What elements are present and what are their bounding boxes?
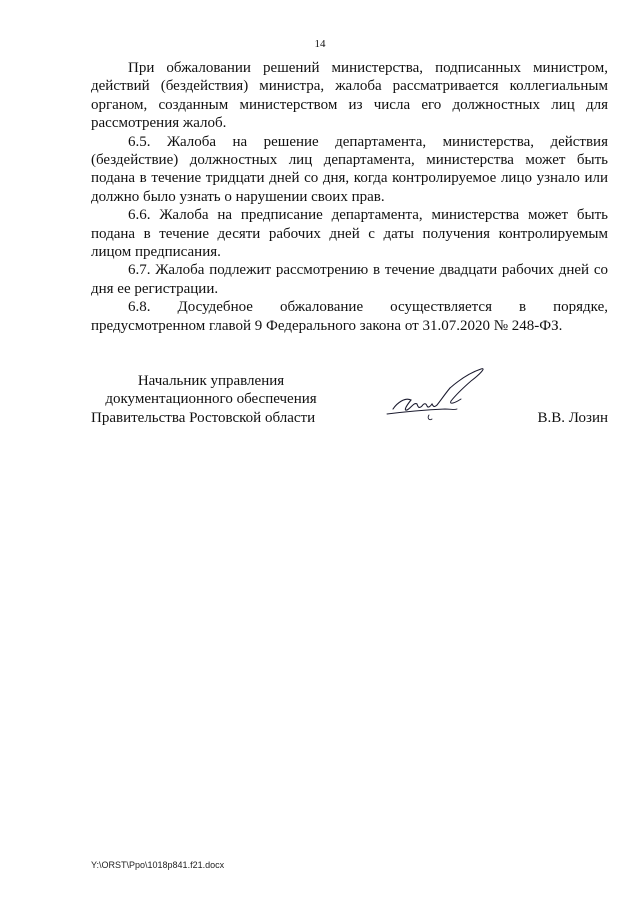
paragraph-appeal-minister: При обжаловании решений министерства, подписанных министром, действий (бездействия) министра, жалоба рассматривается коллегиальным органом, созданным министерством из числа его должностных лиц для рассмотрения жалоб.: [91, 60, 608, 132]
signatory-title-line-3: Правительства Ростовской области: [91, 409, 316, 426]
document-body: [91, 59, 608, 335]
paragraph-6-6: 6.6. Жалоба на предписание департамента, министерства может быть подана в течение десяти рабочих дней с даты получения контролируемым лицом предписания.: [91, 207, 608, 261]
signatory-title: [91, 372, 331, 427]
paragraph-6-7: 6.7. Жалоба подлежит рассмотрению в течение двадцати рабочих дней со дня ее регистрации.: [91, 262, 608, 297]
footer-file-path: Y:\ORST\Ppo\1018p841.f21.docx: [91, 860, 225, 870]
paragraph-6-5: 6.5. Жалоба на решение департамента, министерства, действия (бездействие) должностных лиц департамента, министерства может быть подана в течение тридцати дней со дня, когда контролируемое лицо узнало или должно было узнать о нарушении своих прав.: [91, 133, 608, 205]
paragraph-6-8: 6.8. Досудебное обжалование осуществляется в порядке, предусмотренном главой 9 Федерального закона от 31.07.2020 № 248-ФЗ.: [91, 299, 608, 334]
handwritten-signature: [383, 367, 498, 427]
signature-block: [91, 372, 608, 442]
signatory-title-line-2: документационного обеспечения: [105, 391, 317, 408]
signatory-title-line-1: Начальник управления: [137, 373, 285, 389]
signatory-name: В.В. Лозин: [537, 409, 608, 426]
page-number: 14: [314, 38, 326, 50]
